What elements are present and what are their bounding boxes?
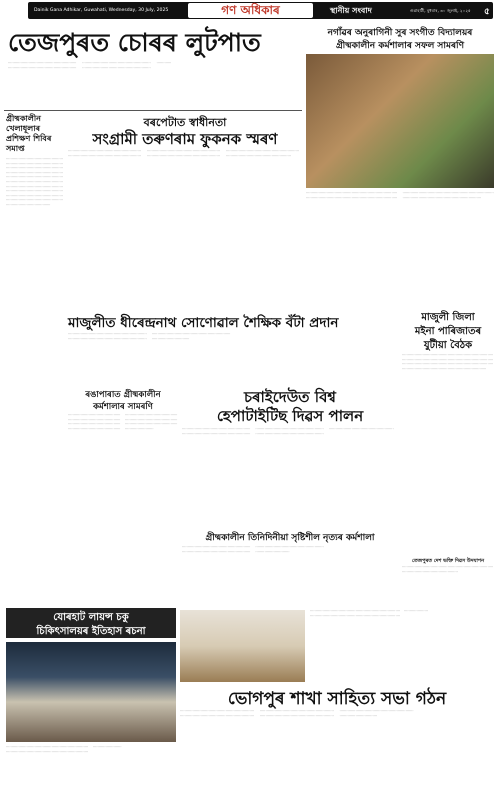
summer-camp-body: ॱॱॱॱॱॱॱॱॱॱॱॱॱॱॱॱॱॱॱॱॱॱॱॱॱॱॱॱॱॱॱॱॱॱॱॱॱॱॱॱॱॱॱॱॱॱॱॱॱॱॱॱॱॱॱॱॱॱॱॱॱॱॱॱॱॱॱॱॱॱॱॱॱॱॱॱॱॱॱॱॱॱॱॱॱॱॱॱॱॱॱॱॱॱॱॱॱॱॱॱॱॱॱॱॱॱॱॱॱॱॱॱॱॱॱॱॱॱॱॱॱॱॱॱॱॱॱॱॱॱॱॱॱॱॱॱॱॱॱॱॱॱॱॱॱॱॱॱॱॱॱॱॱॱॱॱॱॱॱॱॱॱॱॱॱॱॱॱॱॱॱॱॱॱॱॱॱॱॱॱॱॱॱॱॱॱॱॱॱॱॱॱॱॱॱॱॱॱॱॱॱॱॱॱॱॱॱॱॱॱॱॱॱॱॱॱॱॱॱॱॱॱॱॱॱॱॱॱॱॱॱॱॱॱॱॱॱॱॱॱॱॱॱॱॱॱॱॱॱॱॱॱॱॱॱॱॱॱॱॱॱॱॱॱॱॱॱॱॱॱॱॱॱॱॱॱॱॱॱॱॱॱॱॱॱॱॱॱॱॱॱॱॱॱॱॱॱॱॱॱॱॱॱॱॱॱॱॱॱॱॱॱॱॱॱॱॱॱॱॱॱॱॱॱॱॱॱॱॱॱॱॱॱॱॱॱॱॱॱॱॱॱॱॱॱॱॱॱॱॱॱॱॱॱॱॱॱॱॱॱॱॱॱॱॱॱॱॱॱॱॱॱॱॱॱॱॱॱॱॱॱॱॱॱॱॱॱॱॱॱॱॱॱॱॱॱॱॱॱॱॱॱॱॱॱॱॱॱॱॱॱॱॱॱॱॱॱॱॱॱॱॱॱॱॱॱॱॱॱॱॱॱॱॱॱॱॱॱॱॱॱॱॱॱॱॱॱॱॱॱॱॱॱॱॱॱॱॱॱॱॱॱॱॱॱॱॱॱॱॱॱॱॱॱॱॱॱॱॱॱॱॱॱॱॱॱॱॱॱॱॱॱॱॱॱॱॱॱॱॱॱॱॱॱॱॱॱॱॱॱॱॱॱॱॱॱॱॱॱॱॱॱॱॱॱॱॱॱॱॱॱॱॱॱॱॱॱॱॱ (6, 158, 63, 208)
date-label: গুৱাহাটী, বুধবাৰ, ৩০ জুলাই, ২০২৫ (410, 8, 471, 13)
jorhat-lions-headline-2: চিকিৎসালয়ৰ ইতিহাস ৰচনা (36, 626, 146, 637)
rangapara-headline-2: কৰ্মশালাৰ সামৰণি (93, 402, 153, 412)
rangapara-headline-1: ৰঙাপাৰাত গ্ৰীষ্মকালীন (85, 390, 161, 400)
nagaon-headline-2: গ্ৰীষ্মকালীন কৰ্মশালাৰ সফল সামৰণি (335, 41, 465, 51)
majuli-award-headline: মাজুলীত ধীৰেন্দ্ৰনাথ সোণোৱাল শৈক্ষিক বঁটা প্ৰদান (68, 315, 339, 331)
barpeta-kicker: বৰপেটাত স্বাধীনতা (143, 116, 227, 129)
hepatitis-headline-1: চৰাইদেউত বিশ্ব (244, 388, 336, 406)
majuli-district-headline-2: মইনা পাৰিজাতৰ (414, 326, 482, 337)
majuli-award-body: ॱॱॱॱॱॱॱॱॱॱॱॱॱॱॱॱॱॱॱॱॱॱॱॱॱॱॱॱॱॱॱॱॱॱॱॱॱॱॱॱॱॱॱॱॱॱॱॱॱॱॱॱॱॱॱॱॱॱॱॱॱॱॱॱॱॱॱॱॱॱॱॱॱॱॱॱॱॱॱॱॱॱॱॱॱॱॱॱॱॱॱॱॱॱॱॱॱॱॱॱॱॱॱॱॱॱॱॱॱॱॱॱॱॱॱॱॱॱॱॱॱॱॱॱॱॱॱॱॱॱॱॱॱॱॱॱॱॱॱॱॱॱॱॱॱॱॱॱॱॱॱॱॱॱॱॱॱॱॱॱॱॱॱॱॱॱॱॱॱॱॱॱॱॱॱॱॱॱॱॱॱॱॱॱॱॱॱॱॱॱॱॱॱॱॱॱॱॱॱॱॱॱॱॱॱॱॱॱॱॱॱॱॱॱॱॱॱॱॱॱॱॱॱॱॱॱॱॱॱॱॱॱॱॱॱॱॱॱॱॱ (68, 333, 231, 342)
summer-camp-headline: গ্ৰীষ্মকালীন খেলাধূলাৰ প্ৰশিক্ষণ শিবিৰ সমাপ্ত (6, 114, 52, 153)
hepatitis-headline-2: হেপাটাইটিছ দিৱস পালন (216, 407, 364, 425)
hepatitis-body: ॱॱॱॱॱॱॱॱॱॱॱॱॱॱॱॱॱॱॱॱॱॱॱॱॱॱॱॱॱॱॱॱॱॱॱॱॱॱॱॱॱॱॱॱॱॱॱॱॱॱॱॱॱॱॱॱॱॱॱॱॱॱॱॱॱॱॱॱॱॱॱॱॱॱॱॱॱॱॱॱॱॱॱॱॱॱॱॱॱॱॱॱॱॱॱॱॱॱॱॱॱॱॱॱॱॱॱॱॱॱॱॱॱॱॱॱॱॱॱॱॱॱॱॱॱॱॱॱॱॱॱॱॱॱॱॱॱॱॱॱॱॱॱॱॱॱॱॱॱॱॱॱॱॱॱॱॱॱॱॱॱॱॱॱॱॱॱॱॱॱॱॱॱॱॱॱॱॱॱॱॱॱॱॱॱॱॱॱॱॱॱॱॱॱॱॱॱॱॱॱॱॱॱॱॱॱॱॱॱॱॱॱॱॱॱॱॱॱॱॱॱॱॱॱॱॱॱॱॱॱॱॱॱॱॱॱॱॱॱॱॱॱॱॱॱॱॱॱॱॱॱॱॱॱॱॱॱॱॱॱॱॱॱॱॱॱॱॱॱॱॱॱॱॱॱॱॱॱॱॱॱॱॱॱॱॱॱॱॱॱॱॱॱॱॱॱॱ (182, 428, 394, 437)
logo: গণ অধিকাৰ (188, 3, 313, 18)
tezpur-body: ॱॱॱॱॱॱॱॱॱॱॱॱॱॱॱॱॱॱॱॱॱॱॱॱॱॱॱॱॱॱॱॱॱॱॱॱॱॱॱॱॱॱॱॱॱॱॱॱॱॱॱॱॱॱॱॱॱॱॱॱॱॱॱॱॱॱॱॱॱॱॱॱॱॱॱॱॱॱॱॱॱॱॱॱॱॱॱॱॱॱॱॱॱॱॱॱॱॱॱॱॱॱॱॱॱॱॱॱॱॱॱॱॱॱॱॱॱॱॱॱॱॱॱॱॱॱॱॱॱॱॱॱॱॱॱॱॱॱॱॱॱॱॱॱॱॱॱॱॱॱॱॱॱॱॱॱॱॱॱॱॱॱॱॱॱॱॱॱॱॱॱॱॱॱॱॱॱॱॱॱॱॱॱॱॱॱॱॱॱॱॱॱॱॱॱॱॱॱॱॱॱॱॱॱॱॱॱॱॱॱॱॱॱॱॱॱॱॱॱॱॱॱॱॱॱॱॱॱॱॱॱॱॱॱॱॱॱॱॱॱॱॱॱॱॱॱॱॱॱॱॱॱॱ (8, 62, 172, 71)
nagaon-body: ॱॱॱॱॱॱॱॱॱॱॱॱॱॱॱॱॱॱॱॱॱॱॱॱॱॱॱॱॱॱॱॱॱॱॱॱॱॱॱॱॱॱॱॱॱॱॱॱॱॱॱॱॱॱॱॱॱॱॱॱॱॱॱॱॱॱॱॱॱॱॱॱॱॱॱॱॱॱॱॱॱॱॱॱॱॱॱॱॱॱॱॱॱॱॱॱॱॱॱॱॱॱॱॱॱॱॱॱॱॱॱॱॱॱॱॱॱॱॱॱॱॱॱॱॱॱॱॱॱॱॱॱॱॱॱॱॱॱॱॱॱॱॱॱॱॱॱॱॱॱॱॱॱॱॱॱॱॱॱॱॱॱॱॱॱॱॱॱॱॱॱॱॱॱॱॱॱॱॱॱॱॱॱॱॱॱॱॱॱॱॱॱॱॱॱॱॱॱॱॱॱॱॱॱॱॱॱॱॱॱॱॱॱॱॱॱॱॱॱॱॱॱॱॱॱॱॱॱॱॱॱॱॱॱॱॱॱॱॱॱॱॱॱॱॱॱॱॱॱॱॱॱॱॱॱॱॱॱॱॱॱॱॱॱॱॱॱॱॱॱॱॱॱॱॱॱॱॱॱॱॱॱॱॱॱॱॱॱॱॱॱॱॱॱॱॱॱॱॱॱॱॱॱॱॱॱॱॱॱ (306, 192, 494, 201)
barpeta-body: ॱॱॱॱॱॱॱॱॱॱॱॱॱॱॱॱॱॱॱॱॱॱॱॱॱॱॱॱॱॱॱॱॱॱॱॱॱॱॱॱॱॱॱॱॱॱॱॱॱॱॱॱॱॱॱॱॱॱॱॱॱॱॱॱॱॱॱॱॱॱॱॱॱॱॱॱॱॱॱॱॱॱॱॱॱॱॱॱॱॱॱॱॱॱॱॱॱॱॱॱॱॱॱॱॱॱॱॱॱॱॱॱॱॱॱॱॱॱॱॱॱॱॱॱॱॱॱॱॱॱॱॱॱॱॱॱॱॱॱॱॱॱॱॱॱॱॱॱॱॱॱॱॱॱॱॱॱॱॱॱॱॱॱॱॱॱॱॱॱॱॱॱॱॱॱॱॱॱॱॱॱॱॱॱॱॱॱॱॱॱॱॱॱॱॱॱॱॱॱॱॱॱॱॱॱॱॱॱॱॱॱॱॱॱॱॱॱॱॱॱॱॱॱॱॱॱॱॱॱॱॱॱॱॱॱॱॱॱॱॱॱॱॱॱॱॱॱॱॱॱॱॱॱॱॱॱॱॱॱॱॱॱॱॱॱॱॱॱॱॱॱॱॱॱॱॱॱॱॱॱॱॱॱॱॱॱॱॱॱॱॱॱॱॱॱॱॱॱॱॱॱॱॱॱॱॱॱॱॱॱॱॱॱॱॱॱॱॱॱॱॱॱॱॱॱॱॱॱॱॱॱॱॱॱॱॱॱॱॱॱॱॱॱॱॱॱॱॱॱॱॱॱॱॱॱॱॱॱॱॱॱॱॱॱॱॱॱॱॱॱॱॱॱॱॱॱॱ (68, 150, 299, 159)
bhogpur-body: ॱॱॱॱॱॱॱॱॱॱॱॱॱॱॱॱॱॱॱॱॱॱॱॱॱॱॱॱॱॱॱॱॱॱॱॱॱॱॱॱॱॱॱॱॱॱॱॱॱॱॱॱॱॱॱॱॱॱॱॱॱॱॱॱॱॱॱॱॱॱॱॱॱॱॱॱॱॱॱॱॱॱॱॱॱॱॱॱॱॱॱॱॱॱॱॱॱॱॱॱॱॱॱॱॱॱॱॱॱॱॱॱॱॱॱॱॱॱॱॱॱॱॱॱॱॱॱॱॱॱॱॱॱॱॱॱॱॱॱॱॱॱॱॱॱॱॱॱॱॱॱॱॱॱॱॱॱॱॱॱॱॱॱॱॱॱॱॱॱॱॱॱॱॱॱॱॱॱॱॱॱॱॱॱॱॱॱॱॱॱॱॱॱॱॱॱॱॱॱॱॱॱॱॱॱॱॱॱॱॱॱॱॱॱॱॱॱॱॱॱॱॱॱॱॱॱॱॱॱॱॱॱॱॱॱॱॱॱॱॱॱॱॱॱॱॱॱॱॱॱॱॱॱॱॱॱॱॱॱॱॱॱॱॱॱॱॱॱॱॱॱॱॱॱॱॱॱॱॱॱॱॱॱॱॱॱॱॱॱॱॱॱॱॱॱॱॱॱॱॱॱॱॱॱॱॱॱॱॱॱॱॱॱॱॱॱॱॱॱॱॱॱॱॱॱॱॱॱॱॱॱॱॱॱॱॱॱॱॱॱॱॱॱॱॱॱॱॱॱॱॱॱॱॱॱॱॱॱ (180, 710, 414, 719)
nagaon-headline-1: নগাঁৱৰ অনুৰাগিনী সুৰ সংগীত বিদ্যালয়ৰ (327, 28, 473, 38)
majuli-district-body: ॱॱॱॱॱॱॱॱॱॱॱॱॱॱॱॱॱॱॱॱॱॱॱॱॱॱॱॱॱॱॱॱॱॱॱॱॱॱॱॱॱॱॱॱॱॱॱॱॱॱॱॱॱॱॱॱॱॱॱॱॱॱॱॱॱॱॱॱॱॱॱॱॱॱॱॱॱॱॱॱॱॱॱॱॱॱॱॱॱॱॱॱॱॱॱॱॱॱॱॱॱॱॱॱॱॱॱॱॱॱॱॱॱॱॱॱॱॱॱॱॱॱॱॱॱॱॱॱॱॱॱॱॱॱॱॱॱॱॱॱॱॱॱॱॱॱॱॱॱॱॱॱॱॱॱॱॱॱॱॱॱॱॱॱॱॱॱॱॱॱॱॱॱॱॱॱॱॱॱॱॱॱॱॱॱॱॱॱॱॱॱॱॱॱॱॱॱॱॱॱॱॱॱॱॱॱॱॱॱॱॱॱॱॱॱॱॱॱॱॱॱॱॱॱॱॱॱॱॱॱॱॱॱॱॱॱॱॱॱॱॱॱॱॱॱॱॱॱॱॱॱॱॱॱॱॱॱॱॱॱॱॱॱॱॱॱॱॱॱॱॱॱॱॱॱॱॱॱॱॱॱॱॱॱॱॱॱॱॱॱॱॱॱॱॱॱॱॱॱॱॱॱॱॱॱॱॱॱॱॱॱॱॱॱ (402, 354, 494, 372)
tinsukia-headline: গ্ৰীষ্মকালীন তিনিদিনীয়া সৃষ্টিশীল নৃত্যৰ কৰ্মশালা (205, 533, 375, 543)
masthead (0, 0, 500, 22)
bhogpur-photo (180, 610, 305, 682)
majuli-district-headline-3: যুটীয়া বৈঠক (423, 340, 473, 351)
divider (4, 110, 302, 111)
jorhat-lions-headline-1: যোৰহাট লায়ন্স চকু (53, 612, 129, 623)
majuli-district-headline-1: মাজুলী জিলা (421, 312, 475, 323)
jorhat-lions-body: ॱॱॱॱॱॱॱॱॱॱॱॱॱॱॱॱॱॱॱॱॱॱॱॱॱॱॱॱॱॱॱॱॱॱॱॱॱॱॱॱॱॱॱॱॱॱॱॱॱॱॱॱॱॱॱॱॱॱॱॱॱॱॱॱॱॱॱॱॱॱॱॱॱॱॱॱॱॱॱॱॱॱॱॱॱॱॱॱॱॱॱॱॱॱॱॱॱॱॱॱॱॱॱॱॱॱॱॱॱॱॱॱॱॱॱॱॱॱॱॱॱॱॱॱॱॱॱॱॱॱॱॱॱॱॱॱॱॱॱॱॱॱॱॱॱॱॱॱॱॱॱॱॱॱॱॱॱॱॱॱॱॱॱॱॱॱॱॱॱ (6, 746, 122, 755)
tezpur-headline: তেজপুৰত চোৰৰ লুটপাত (8, 28, 261, 57)
tezpur-vichar-headline: তেজপুৰত দেশ ভক্তি দিৱস উদযাপন (411, 558, 485, 564)
bhogpur-headline: ভোগপুৰ শাখা সাহিত্য সভা গঠন (227, 689, 447, 709)
nagaon-photo (306, 54, 494, 188)
tinsukia-body: ॱॱॱॱॱॱॱॱॱॱॱॱॱॱॱॱॱॱॱॱॱॱॱॱॱॱॱॱॱॱॱॱॱॱॱॱॱॱॱॱॱॱॱॱॱॱॱॱॱॱॱॱॱॱॱॱॱॱॱॱॱॱॱॱॱॱॱॱॱॱॱॱॱॱॱॱॱॱॱॱॱॱॱॱॱॱॱॱॱॱॱॱॱॱॱॱॱॱॱॱॱॱॱॱॱॱॱॱॱॱॱॱॱॱॱॱॱॱॱॱॱॱॱॱॱॱॱॱॱॱॱॱॱॱॱॱॱॱॱॱॱॱॱॱॱॱॱॱॱॱॱॱॱॱॱॱॱॱॱॱॱॱॱॱॱॱॱॱॱॱॱॱॱॱॱॱॱॱॱॱॱॱॱॱॱॱॱॱॱॱॱॱॱॱॱॱॱॱॱॱॱॱॱॱॱॱॱॱॱॱ (182, 546, 324, 555)
tezpur-vichar-body: ॱॱॱॱॱॱॱॱॱॱॱॱॱॱॱॱॱॱॱॱॱॱॱॱॱॱॱॱॱॱॱॱॱॱॱॱॱॱॱॱॱॱॱॱॱॱॱॱॱॱॱॱॱॱॱॱॱॱॱॱॱॱॱॱॱॱॱॱॱॱॱॱॱॱॱॱॱॱॱॱॱॱॱॱॱॱॱॱॱॱॱॱॱॱॱॱॱॱॱॱॱॱॱॱॱॱॱॱॱॱॱॱॱॱॱॱॱॱॱॱॱॱॱॱॱॱॱॱॱ (402, 566, 494, 575)
page-number: ৫ (484, 7, 490, 17)
section-label: স্থানীয় সংবাদ (330, 6, 372, 15)
rangapara-body: ॱॱॱॱॱॱॱॱॱॱॱॱॱॱॱॱॱॱॱॱॱॱॱॱॱॱॱॱॱॱॱॱॱॱॱॱॱॱॱॱॱॱॱॱॱॱॱॱॱॱॱॱॱॱॱॱॱॱॱॱॱॱॱॱॱॱॱॱॱॱॱॱॱॱॱॱॱॱॱॱॱॱॱॱॱॱॱॱॱॱॱॱॱॱॱॱॱॱॱॱॱॱॱॱॱॱॱॱॱॱॱॱॱॱॱॱॱॱॱॱॱॱॱॱॱॱॱॱॱॱॱॱॱॱॱॱॱॱॱॱॱॱॱॱॱॱॱॱॱॱॱॱॱॱॱॱॱॱॱॱॱॱॱॱॱॱॱॱॱॱॱॱॱॱॱॱॱॱॱॱॱॱॱॱॱॱॱॱॱॱॱॱॱॱॱॱॱॱॱॱॱॱॱॱॱॱॱॱॱॱॱॱॱॱॱॱॱॱॱॱॱॱॱॱॱॱॱॱॱॱॱॱॱॱॱॱॱॱॱॱॱॱॱॱॱॱॱॱॱॱॱॱॱॱॱॱॱॱॱॱॱॱॱॱॱॱॱॱॱॱॱॱॱॱॱॱॱॱॱॱॱॱॱॱॱॱॱॱॱॱॱॱॱॱॱॱॱॱॱॱॱॱॱॱॱॱॱॱॱॱॱॱॱॱॱॱॱॱॱॱॱॱॱॱॱॱॱॱॱॱॱॱॱॱॱॱॱॱॱॱॱॱॱॱॱॱॱ (68, 414, 178, 432)
jorhat-lions-photo (6, 642, 176, 742)
barpeta-headline: সংগ্ৰামী তৰুণৰাম ফুকনক স্মৰণ (92, 130, 278, 148)
tinsukia-body-cont: ॱॱॱॱॱॱॱॱॱॱॱॱॱॱॱॱॱॱॱॱॱॱॱॱॱॱॱॱॱॱॱॱॱॱॱॱॱॱॱॱॱॱॱॱॱॱॱॱॱॱॱॱॱॱॱॱॱॱॱॱॱॱॱॱॱॱॱॱॱॱॱॱॱॱॱॱॱॱॱॱॱॱॱॱॱॱॱॱॱॱॱॱॱॱॱॱॱॱॱॱॱॱॱॱॱॱॱॱॱॱॱॱॱॱॱॱॱॱॱॱॱॱॱॱॱॱॱॱॱॱॱॱॱॱॱॱॱॱॱॱॱॱॱॱॱॱॱॱॱॱॱॱॱॱॱॱॱॱॱॱॱॱॱॱॱॱॱॱॱॱॱॱॱॱॱॱॱॱॱ (310, 610, 428, 619)
paper-info: Dainik Gana Adhikar, Guwahati, Wednesday, 30 July, 2025 (34, 8, 169, 13)
